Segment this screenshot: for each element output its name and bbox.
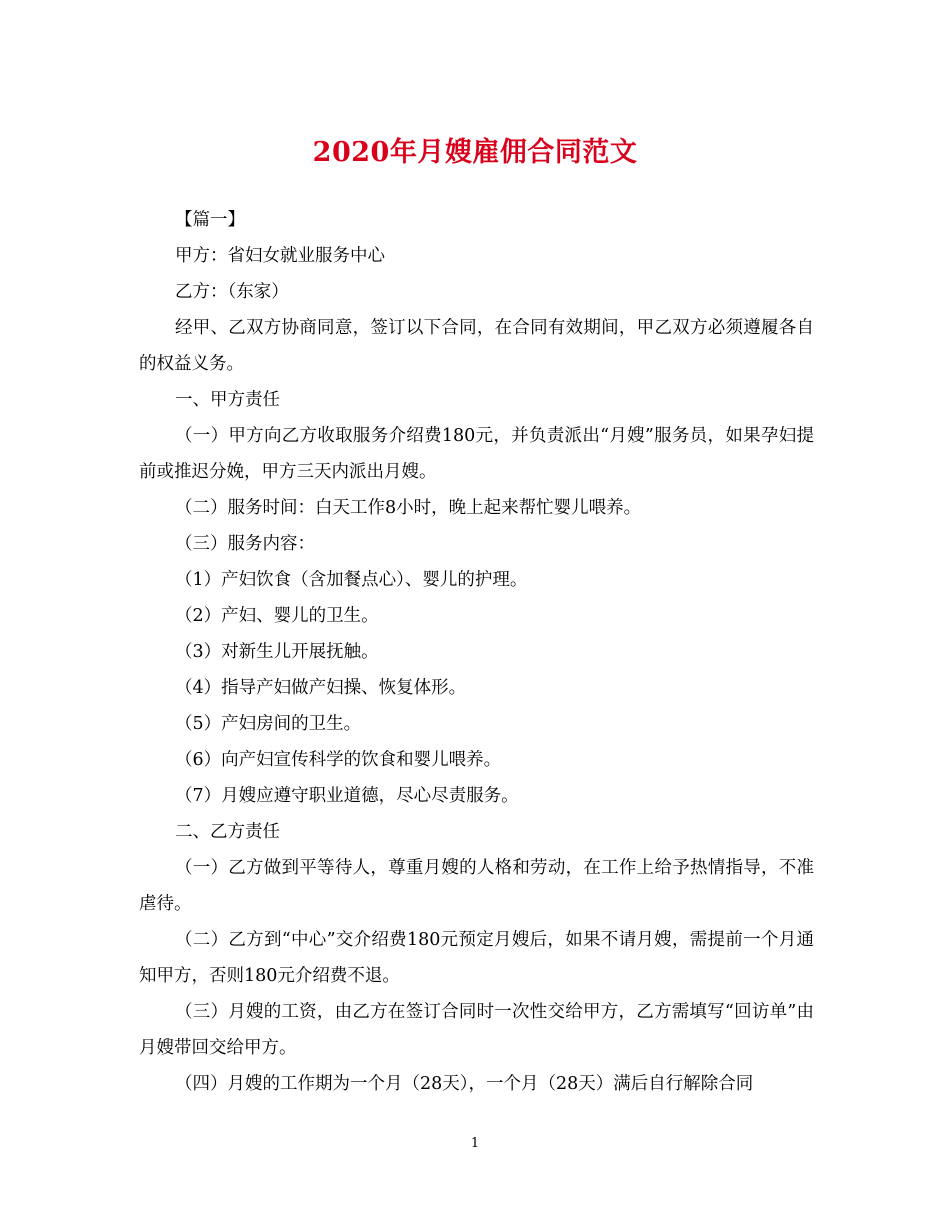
paragraph-party-b: 乙方：（东家） [175,282,289,302]
paragraph-clause: （一）甲方向乙方收取服务介绍费180元，并负责派出“月嫂”服务员，如果孕妇提前或推迟分娩，甲方三天内派出月嫂。 [139,426,814,482]
heading-party-a-duties: 一、甲方责任 [175,390,280,410]
document-body [139,202,814,1102]
list-item: （3）对新生儿开展抚触。 [175,642,379,662]
page-number: 1 [470,1136,480,1151]
paragraph-party-a: 甲方：省妇女就业服务中心 [175,246,385,266]
paragraph-clause: （二）乙方到“中心”交介绍费180元预定月嫂后，如果不请月嫂，需提前一个月通知甲方，否则180元介绍费不退。 [139,930,814,986]
paragraph-clause: （一）乙方做到平等待人，尊重月嫂的人格和劳动，在工作上给予热情指导，不准虐待。 [139,858,814,914]
paragraph-section-label: 【篇一】 [175,210,245,230]
list-item: （4）指导产妇做产妇操、恢复体形。 [175,678,467,698]
document-title: 2020年月嫂雇佣合同范文 [312,137,638,168]
list-item: （7）月嫂应遵守职业道德，尽心尽责服务。 [175,786,519,806]
list-item: （5）产妇房间的卫生。 [175,714,362,734]
paragraph-clause: （二）服务时间：白天工作8小时，晚上起来帮忙婴儿喂养。 [175,498,642,518]
list-item: （6）向产妇宣传科学的饮食和婴儿喂养。 [175,750,502,770]
paragraph-clause: （三）月嫂的工资，由乙方在签订合同时一次性交给甲方，乙方需填写“回访单”由月嫂带回交给甲方。 [139,1002,814,1058]
paragraph-intro: 经甲、乙双方协商同意，签订以下合同，在合同有效期间，甲乙双方必须遵履各自的权益义务。 [139,318,814,374]
paragraph-clause: （三）服务内容： [175,534,315,554]
list-item: （1）产妇饮食（含加餐点心）、婴儿的护理。 [175,570,528,590]
list-item: （2）产妇、婴儿的卫生。 [175,606,379,626]
paragraph-clause: （四）月嫂的工作期为一个月（28天），一个月（28天）满后自行解除合同 [175,1074,754,1094]
heading-party-b-duties: 二、乙方责任 [175,822,280,842]
